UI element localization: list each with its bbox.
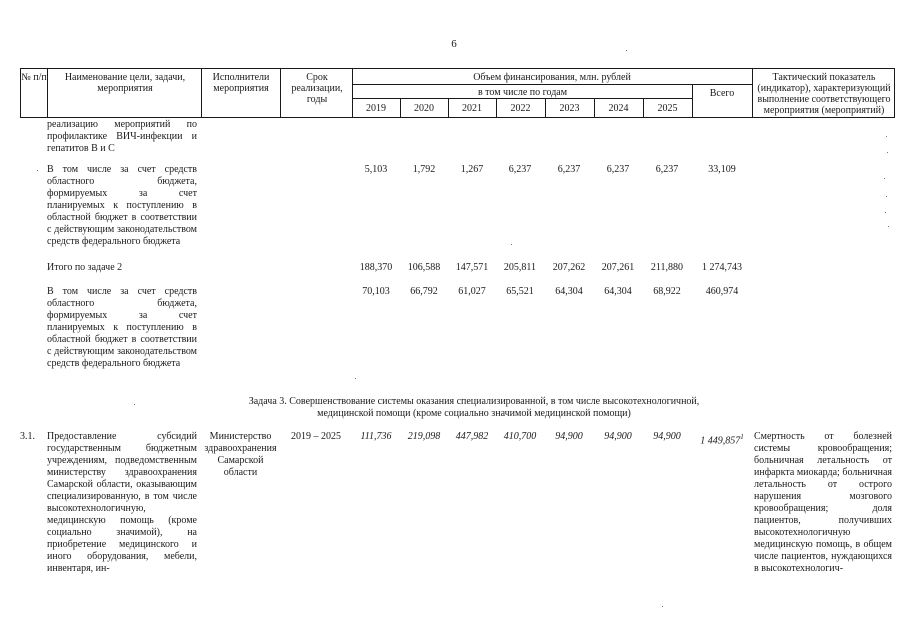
header-col-financing: Объем финансирования, млн. рублей xyxy=(473,72,631,83)
value-2024: 207,261 xyxy=(601,262,635,273)
value-2021: 147,571 xyxy=(455,262,489,273)
value-2019: 70,103 xyxy=(362,286,390,297)
value-2023: 94,900 xyxy=(555,431,583,442)
value-2020: 1,792 xyxy=(412,164,436,175)
value-2024: 64,304 xyxy=(604,286,632,297)
value-2023: 207,262 xyxy=(552,262,586,273)
section-title-task-3: Задача 3. Совершенствование системы оказания специализированной, в том числе высокотехнологичной, медицинской помощи (кроме социально значимой медицинской помощи) xyxy=(248,396,700,419)
value-2024: 6,237 xyxy=(606,164,630,175)
value-2023: 64,304 xyxy=(555,286,583,297)
header-col-term: Срок реализации, годы xyxy=(291,72,343,105)
value-total: 33,109 xyxy=(708,164,736,175)
header-col-indicator: Тактический показатель (индикатор), характеризующий выполнение соответствующего мероприятия (мероприятий) xyxy=(757,72,891,116)
header-year-2022: 2022 xyxy=(510,103,531,114)
footnote-mark: 1 xyxy=(740,433,744,441)
row-term: 2019 – 2025 xyxy=(291,431,341,442)
header-col-total: Всего xyxy=(709,88,735,99)
value-2020: 219,098 xyxy=(407,431,441,442)
value-2023: 6,237 xyxy=(557,164,581,175)
value-2025: 6,237 xyxy=(655,164,679,175)
value-2020: 106,588 xyxy=(407,262,441,273)
row-name: В том числе за счет средств областного бюджета, формируемых за счет планируемых к поступлению в областной бюджет в соответствии с действующим законодательством средств федерального бюджета xyxy=(47,286,197,369)
row-indicator: Смертность от болезней системы кровообращения; больничная летальность от инфаркта миокарда; больничная летальность от острого нарушения мозгового кровообращения; доля пациентов, получивших высокотехнологичную медицинскую помощь, в общем числе пациентов, нуждающихся в высокотехнологич- xyxy=(754,431,892,574)
header-year-2020: 2020 xyxy=(414,103,434,114)
value-2021: 1,267 xyxy=(460,164,484,175)
page-number: 6 xyxy=(451,38,457,50)
header-col-no: № п/п xyxy=(21,72,47,83)
value-2022: 205,811 xyxy=(503,262,537,273)
value-2025: 68,922 xyxy=(653,286,681,297)
value-2021: 61,027 xyxy=(458,286,486,297)
value-2022: 410,700 xyxy=(503,431,537,442)
header-year-2024: 2024 xyxy=(608,103,629,114)
value-2019: 188,370 xyxy=(359,262,393,273)
row-executor: Министерство здравоохранения Самарской области xyxy=(204,431,277,478)
value-2020: 66,792 xyxy=(410,286,438,297)
header-col-name: Наименование цели, задачи, мероприятия xyxy=(64,72,186,94)
value-2025: 94,900 xyxy=(653,431,681,442)
header-year-2025: 2025 xyxy=(657,103,678,114)
value-2022: 65,521 xyxy=(506,286,534,297)
value-2024: 94,900 xyxy=(604,431,632,442)
value-2022: 6,237 xyxy=(508,164,532,175)
value-2025: 211,880 xyxy=(650,262,684,273)
header-year-2019: 2019 xyxy=(366,103,386,114)
row-name: Предоставление субсидий государственным бюджетным учреждениям, подведомственным министерству здравоохранения Самарской области, оказывающим специализированную, в том числе высокотехнологичную, медицинскую помощь (кроме социально значимой), на приобретение медицинского и иного оборудования, мебели, инвентаря, ин- xyxy=(47,431,197,574)
value-2021: 447,982 xyxy=(455,431,489,442)
row-name: Итого по задаче 2 xyxy=(47,262,123,273)
row-name: В том числе за счет средств областного бюджета, формируемых за счет планируемых к поступлению в областной бюджет в соответствии с действующим законодательством средств федерального бюджета xyxy=(47,164,197,247)
value-total: 460,974 xyxy=(705,286,739,297)
header-year-2023: 2023 xyxy=(559,103,580,114)
value-total xyxy=(692,431,752,447)
value-2019: 111,736 xyxy=(360,431,392,442)
row-continuation-name: реализацию мероприятий по профилактике ВИЧ-инфекции и гепатитов В и С xyxy=(47,119,197,154)
value-total: 1 274,743 xyxy=(702,262,742,273)
value-total-amount: 1 449,857 xyxy=(700,435,741,447)
header-col-by-year: в том числе по годам xyxy=(477,87,568,98)
header-col-executors: Исполнители мероприятия xyxy=(212,72,270,94)
header-year-2021: 2021 xyxy=(462,103,482,114)
row-number: 3.1. xyxy=(20,431,35,442)
value-2019: 5,103 xyxy=(364,164,388,175)
